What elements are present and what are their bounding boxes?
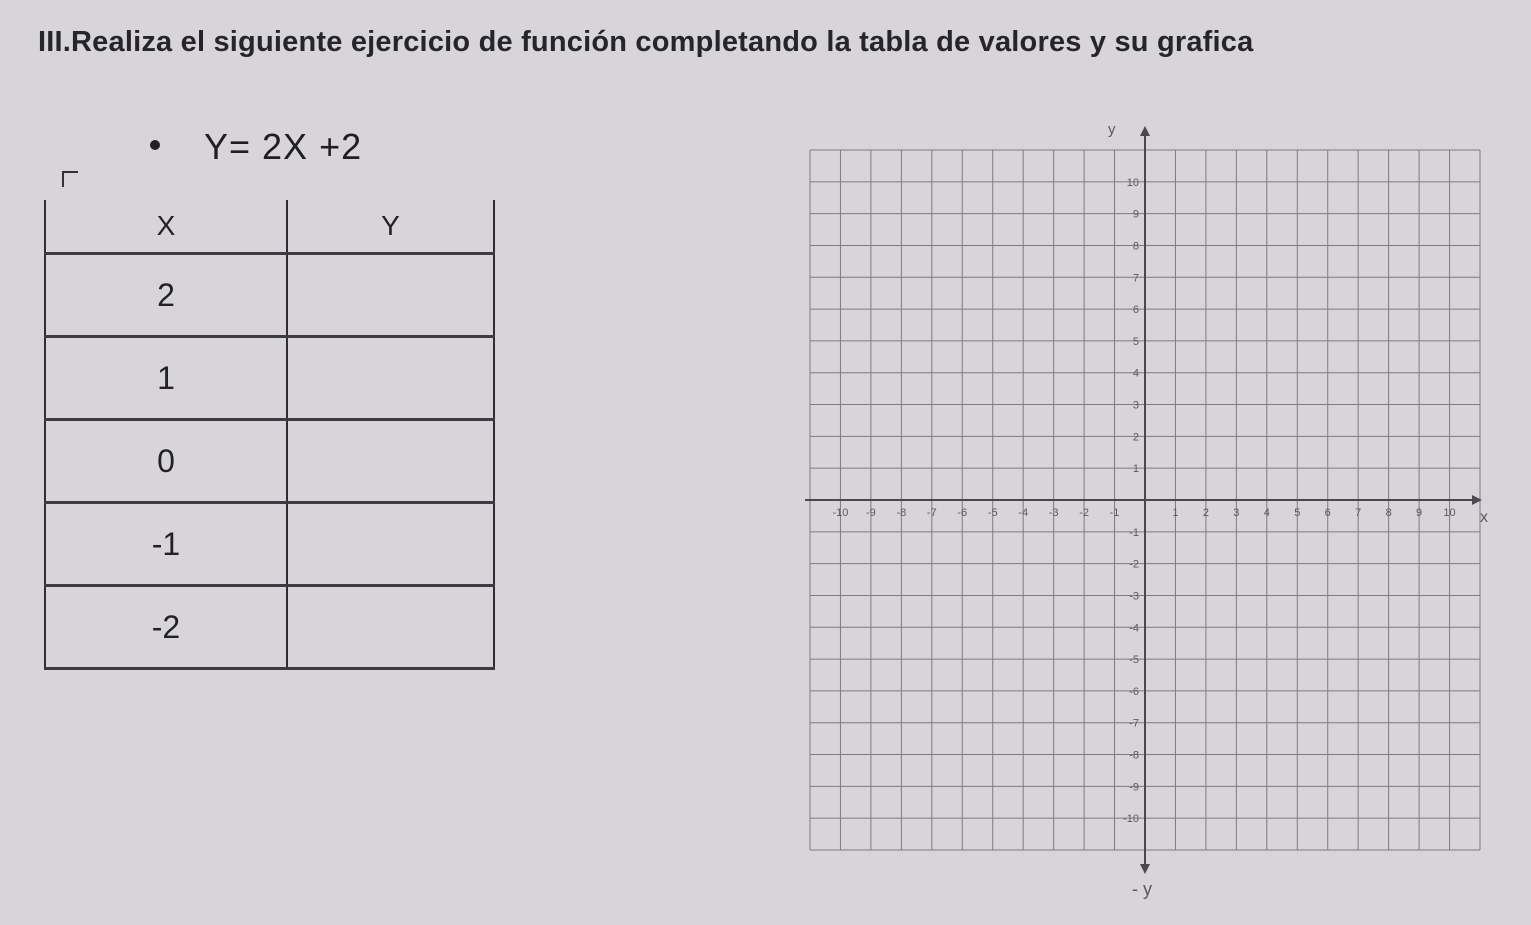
x-tick-label: -10 — [832, 507, 849, 519]
x-tick-label: -2 — [1079, 507, 1089, 519]
cell-y-input[interactable] — [287, 503, 494, 586]
y-tick-label: -4 — [1129, 622, 1139, 635]
y-tick-label: -3 — [1129, 590, 1139, 603]
table-row — [45, 586, 494, 669]
x-tick-label: -6 — [957, 507, 968, 519]
cell-y-input[interactable] — [287, 420, 494, 503]
y-tick-label: -7 — [1129, 717, 1139, 730]
y-tick-label: 10 — [1126, 176, 1139, 189]
x-tick-label: 8 — [1385, 507, 1392, 519]
x-tick-label: -7 — [926, 507, 937, 519]
y-tick-label: 8 — [1132, 240, 1139, 253]
y-tick-label: 1 — [1132, 463, 1139, 476]
table-row — [45, 420, 494, 503]
values-table — [44, 200, 495, 670]
x-tick-label: 7 — [1355, 507, 1362, 519]
coordinate-plane[interactable] — [790, 110, 1490, 910]
y-tick-label: 4 — [1132, 367, 1139, 380]
table-row — [45, 337, 494, 420]
y-axis-label: y — [1108, 121, 1116, 138]
x-tick-label: -1 — [1109, 507, 1120, 519]
cell-y-input[interactable] — [287, 337, 494, 420]
cell-x: 1 — [45, 337, 287, 420]
y-tick-label: -5 — [1129, 654, 1139, 667]
x-tick-label: 5 — [1294, 507, 1301, 519]
x-tick-label: -5 — [987, 507, 998, 519]
table-header-row — [45, 200, 494, 254]
table-row — [45, 254, 494, 337]
cell-y-input[interactable] — [287, 586, 494, 669]
x-tick-label: -9 — [866, 507, 876, 519]
y-tick-label: 2 — [1132, 431, 1139, 444]
function-equation: Y= 2X +2 — [204, 126, 363, 167]
x-tick-label: 4 — [1263, 507, 1270, 519]
cell-x: 2 — [45, 254, 287, 337]
x-tick-label: -4 — [1018, 507, 1029, 519]
y-negative-label: - y — [1132, 879, 1152, 899]
y-tick-label: 6 — [1132, 304, 1139, 317]
x-tick-label: 10 — [1443, 507, 1456, 519]
x-tick-label: 9 — [1416, 507, 1423, 519]
x-tick-label: 3 — [1233, 507, 1240, 519]
y-tick-label: -2 — [1129, 558, 1139, 571]
x-tick-label: -3 — [1048, 507, 1059, 519]
y-tick-label: -8 — [1129, 749, 1139, 762]
y-tick-label: 7 — [1132, 272, 1139, 285]
table-row — [45, 503, 494, 586]
y-tick-label: -9 — [1129, 781, 1139, 794]
y-tick-label: 5 — [1132, 335, 1139, 348]
x-tick-label: 2 — [1202, 507, 1209, 519]
exercise-heading: III.Realiza el siguiente ejercicio de función completando la tabla de valores y su grafica — [38, 26, 1254, 58]
x-tick-label: 6 — [1324, 507, 1331, 519]
cell-x: 0 — [45, 420, 287, 503]
table-corner-mark — [62, 171, 78, 187]
x-axis-label: x — [1480, 509, 1488, 526]
bullet-icon — [150, 140, 160, 150]
y-tick-label: -10 — [1123, 813, 1139, 826]
x-tick-label: 1 — [1172, 507, 1179, 519]
x-tick-label: -8 — [896, 507, 907, 519]
y-tick-label: 9 — [1132, 208, 1139, 221]
header-x: X — [45, 200, 287, 254]
y-tick-label: -1 — [1129, 526, 1139, 539]
y-axis-down-arrow-icon — [1140, 864, 1150, 874]
y-tick-label: 3 — [1132, 399, 1139, 412]
y-tick-label: -6 — [1129, 685, 1139, 698]
header-y: Y — [287, 200, 494, 254]
axes — [805, 126, 1482, 874]
cell-x: -2 — [45, 586, 287, 669]
cell-x: -1 — [45, 503, 287, 586]
cell-y-input[interactable] — [287, 254, 494, 337]
y-axis-arrow-icon — [1140, 126, 1150, 136]
